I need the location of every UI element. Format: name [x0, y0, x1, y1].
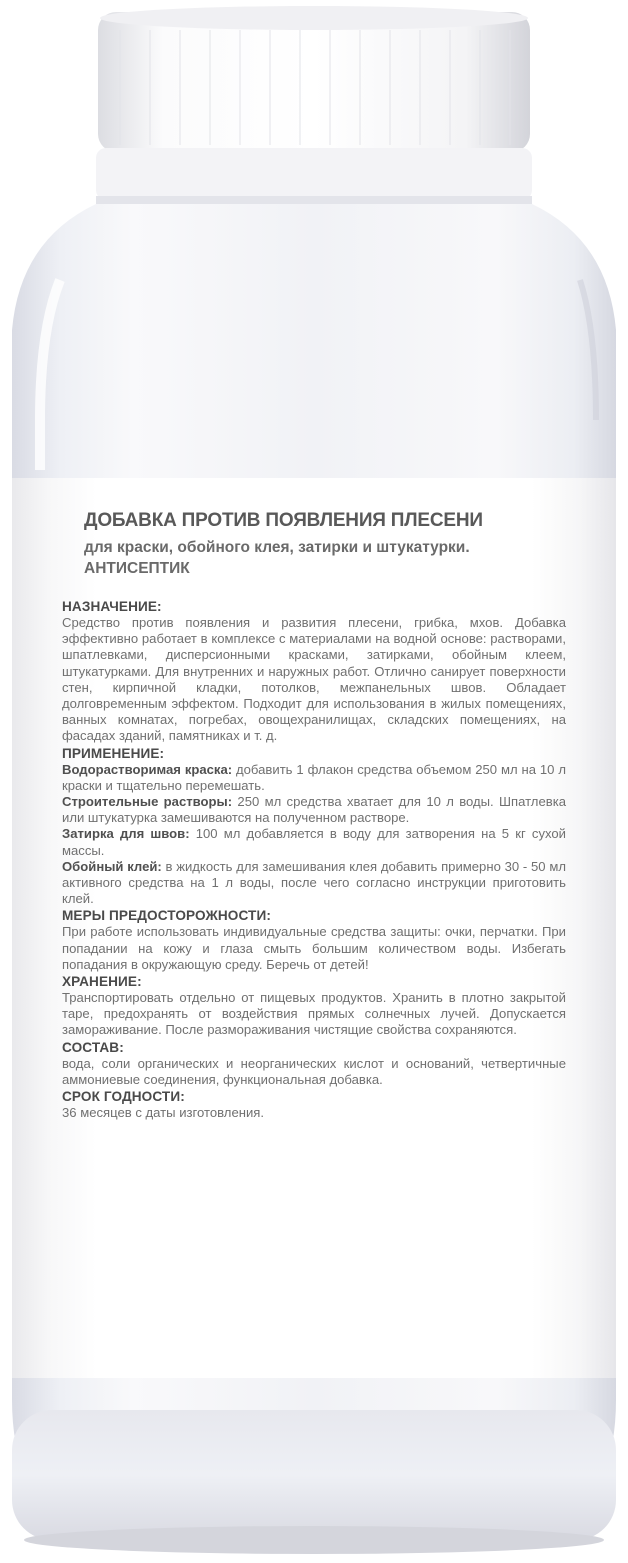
grout-text: 100 мл добавляется в воду для затворения на 5 кг сухой массы. [62, 826, 566, 858]
composition-heading: СОСТАВ: [62, 1039, 124, 1055]
application-grout [62, 826, 566, 858]
paint-text: добавить 1 флакон средства объемом 250 мл на 10 л краски и тщательно перемешать. [62, 761, 566, 793]
purpose-heading: НАЗНАЧЕНИЕ: [62, 599, 162, 614]
bottle-base [12, 1410, 616, 1540]
composition-text: вода, соли органических и неорганических кислот и оснований, четвертичные аммониевые соединения, функциональная добавка. [62, 1055, 566, 1087]
application-mortar [62, 794, 566, 826]
application-paint [62, 762, 566, 794]
grout-label: Затирка для швов: [62, 826, 190, 842]
subtitle-line-2: АНТИСЕПТИК [84, 560, 190, 577]
shelf-life-text: 36 месяцев с даты изготовления. [62, 1105, 264, 1121]
storage-text: Транспортировать отдельно от пищевых продуктов. Хранить в плотно закрытой таре, предохранять от воздействия прямых солнечных лучей. Допускается замораживание. После размораживания чистящие свойства сохраняются. [62, 990, 566, 1038]
label-body [62, 598, 566, 1121]
shelf-life-heading: СРОК ГОДНОСТИ: [62, 1089, 185, 1105]
product-subtitle [84, 537, 624, 579]
subtitle-line-1: для краски, обойного клея, затирки и штукатурки. [84, 539, 470, 556]
product-title: ДОБАВКА ПРОТИВ ПОЯВЛЕНИЯ ПЛЕСЕНИ [84, 510, 483, 531]
application-heading: ПРИМЕНЕНИЕ: [62, 745, 165, 761]
precautions-text: При работе использовать индивидуальные средства защиты: очки, перчатки. При попадании на кожу и глаза смыть большим количеством воды. Избегать попадания в окружающую среду. Беречь от детей! [62, 924, 566, 972]
precautions-heading: МЕРЫ ПРЕДОСТОРОЖНОСТИ: [62, 908, 271, 924]
paint-label: Водорастворимая краска: [62, 761, 233, 777]
purpose-text: Средство против появления и развития плесени, грибка, мхов. Добавка эффективно работает в комплексе с материалами на водной основе: растворами, шпатлевками, дисперсионными красками, затирками, обойным клеем, штукатурками. Для внутренних и наружных работ. Отлично санирует поверхности стен, кирпичной кладки, потолков, межпанельных швов. Обладает долговременным эффектом. Подходит для использования в жилых помещениях, ванных комнатах, погребах, овощехранилищах, складских помещениях, на фасадах зданий, памятниках и т. д. [62, 615, 566, 744]
mortar-text: 250 мл средства хватает для 10 л воды. Шпатлевка или штукатурка замешиваются на полученном растворе. [62, 794, 566, 826]
glue-label: Обойный клей: [62, 858, 162, 874]
glue-text: в жидкость для замешивания клея добавить примерно 30 - 50 мл активного средства на 1 л воды, после чего согласно инструкции приготовить клей. [62, 858, 566, 907]
mortar-label: Строительные растворы: [62, 794, 233, 810]
storage-heading: ХРАНЕНИЕ: [62, 974, 142, 990]
bottle-cap [98, 12, 530, 152]
application-glue [62, 859, 566, 908]
